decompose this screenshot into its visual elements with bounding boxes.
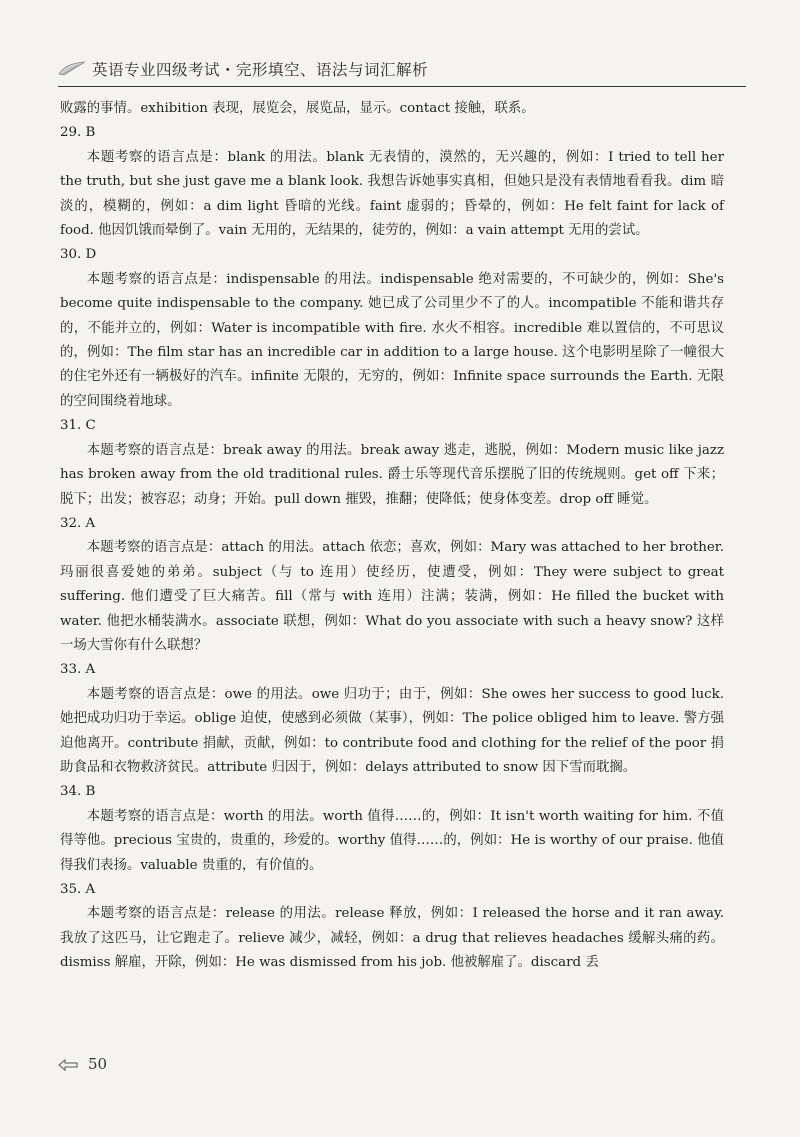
answer-33: 33. A bbox=[60, 662, 96, 678]
answer-30: 30. D bbox=[60, 247, 97, 263]
answer-35: 35. A bbox=[60, 882, 96, 897]
explanation-33: 本题考察的语言点是：owe 的用法。owe 归功于；由于，例如：She owes her success to good luck. 她把成功归功于幸运。oblige 迫使，使感到必须做（某事），例如：The police obliged him to leave. 警方强迫他离开。contribute 捐献，贡献，例如：to contribute food and clothing for the relief of the poor 捐助食品和衣物救济贫民。attribute 归因于，例如：delays attributed to snow 因下雪而耽搁。 bbox=[60, 686, 724, 775]
page-footer bbox=[58, 1050, 107, 1078]
explanation-35: 本题考察的语言点是：release 的用法。release 释放，例如：I released the horse and it ran away. 我放了这匹马，让它跑走了。relieve 减少，减轻，例如：a drug that relieves headaches 缓解头痛的药。dismiss 解雇，开除，例如：He was dismissed from his job. 他被解雇了。discard 丢 bbox=[60, 906, 724, 971]
arrow-left-icon bbox=[58, 1057, 78, 1071]
running-header bbox=[58, 52, 758, 86]
explanation-34: 本题考察的语言点是：worth 的用法。worth 值得……的，例如：It isn't worth waiting for him. 不值得等他。precious 宝贵的，贵重的，珍爱的。worthy 值得……的，例如：He is worthy of our praise. 他值得我们表扬。valuable 贵重的，有价值的。 bbox=[60, 808, 724, 873]
quill-icon bbox=[58, 60, 86, 78]
explanation-31: 本题考察的语言点是：break away 的用法。break away 逃走，逃脱，例如：Modern music like jazz has broken away from the old traditional rules. 爵士乐等现代音乐摆脱了旧的传统规则。get off 下来；脱下；出发；被容忍；动身；开始。pull down 摧毁，推翻；使降低；使身体变差。drop off 睡觉。 bbox=[60, 442, 724, 507]
continuation-text: 败露的事情。exhibition 表现，展览会，展览品，显示。contact 接触，联系。 bbox=[60, 101, 535, 116]
answer-34: 34. B bbox=[60, 784, 96, 800]
content-body bbox=[60, 97, 724, 976]
header-divider bbox=[58, 86, 746, 87]
explanation-30: 本题考察的语言点是：indispensable 的用法。indispensable 绝对需要的，不可缺少的，例如：She's become quite indispensable to the company. 她已成了公司里少不了的人。incompatible 不能和谐共存的，不能并立的，例如：Water is incompatible with fire. 水火不相容。incredible 难以置信的，不可思议的，例如：The film star has an incredible car in addition to a large house. 这个电影明星除了一幢很大的住宅外还有一辆极好的汽车。infinite 无限的，无穷的，例如：Infinite space surrounds the Earth. 无限的空间围绕着地球。 bbox=[60, 271, 724, 409]
page-number: 50 bbox=[88, 1055, 108, 1073]
explanation-29: 本题考察的语言点是：blank 的用法。blank 无表情的，漠然的，无兴趣的，例如：I tried to tell her the truth, but she just gave me a blank look. 我想告诉她事实真相，但她只是没有表情地看看我。dim 暗淡的，模糊的，例如：a dim light 昏暗的光线。faint 虚弱的；昏晕的，例如：He felt faint for lack of food. 他因饥饿而晕倒了。vain 无用的，无结果的，徒劳的，例如：a vain attempt 无用的尝试。 bbox=[60, 149, 724, 239]
answer-32: 32. A bbox=[60, 515, 96, 531]
explanation-32: 本题考察的语言点是：attach 的用法。attach 依恋；喜欢，例如：Mary was attached to her brother. 玛丽很喜爱她的弟弟。subject（与 to 连用）使经历，使遭受，例如：They were subject to great suffering. 他们遭受了巨大痛苦。fill（常与 with 连用）注满；装满，例如：He filled the bucket with water. 他把水桶装满水。associate 联想，例如：What do you associate with such a heavy snow? 这样一场大雪你有什么联想？ bbox=[60, 540, 724, 653]
answer-31: 31. C bbox=[60, 418, 96, 434]
header-title: 英语专业四级考试・完形填空、语法与词汇解析 bbox=[92, 61, 429, 79]
answer-29: 29. B bbox=[60, 125, 96, 141]
